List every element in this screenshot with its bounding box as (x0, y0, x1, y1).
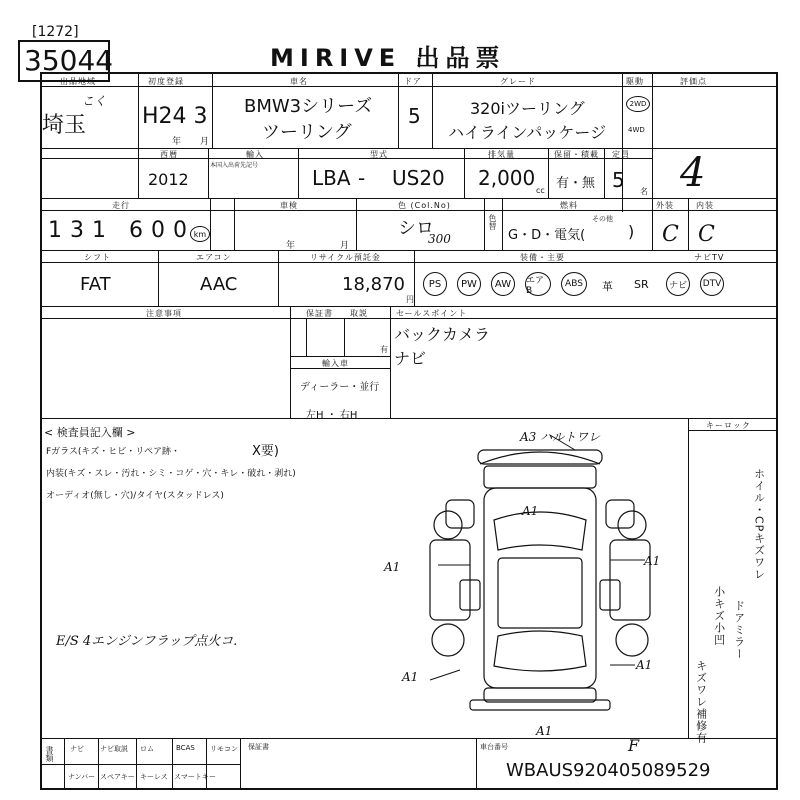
equip-aw: AW (491, 272, 515, 296)
label-import-car: 輸入車 (322, 359, 349, 368)
shift: FAT (80, 274, 111, 295)
equip-navi: ナビ (666, 272, 690, 296)
color: シロ (398, 218, 434, 239)
model-year: 2012 (148, 170, 189, 189)
inspection-title: < 検査員記入欄 > (44, 426, 136, 439)
engine-note: E/S 4エンジンフラップ点火コ. (56, 634, 238, 649)
equip-ps: PS (423, 272, 447, 296)
grade-line2: ハイラインパッケージ (448, 123, 607, 142)
label-warranty: 保証書 (306, 309, 333, 318)
label-region: 出品地域 (60, 77, 96, 86)
label-exterior: 外装 (656, 201, 674, 210)
label-seats: 定員 (612, 150, 630, 159)
fuel: G・D・電気( (508, 228, 586, 243)
chassis-f-mark: F (628, 736, 640, 755)
color-number: 300 (428, 232, 451, 246)
equip-airbag: エアB (525, 272, 551, 296)
ari-mark: 有 (380, 345, 388, 354)
footer-navi: ナビ (70, 745, 84, 753)
page-title: MIRIVE 出品票 (270, 44, 506, 72)
label-color: 色 (Col.No) (398, 201, 451, 210)
label-year: 西暦 (160, 150, 178, 159)
label-recycle: リサイクル預託金 (310, 253, 381, 262)
footer-remote: リモコン (210, 745, 238, 753)
label-equipment: 装備・主要 (520, 253, 565, 262)
equip-abs: ABS (561, 272, 587, 296)
label-first-reg: 初度登録 (148, 77, 184, 86)
label-notes: 注意事項 (146, 309, 182, 318)
label-manual: 取説 (350, 309, 368, 318)
label-grade: グレード (500, 77, 536, 86)
model-prefix: LBA (312, 166, 351, 190)
car-name-line2: ツーリング (262, 122, 352, 143)
label-fuel: 燃料 (560, 201, 578, 210)
mark-left: A1 (384, 560, 401, 574)
label-doors: ドア (404, 77, 422, 86)
dealer-type: ディーラー・並行 (300, 382, 380, 393)
seats: 5 (612, 168, 625, 192)
doors: 5 (408, 104, 421, 128)
label-model: 型式 (370, 150, 388, 159)
shaken-year: 年 (286, 241, 296, 251)
seats-unit: 名 (640, 187, 648, 196)
label-options: ナビTV (694, 253, 725, 262)
equip-sr: SR (634, 278, 649, 291)
mark-bottom: A1 (536, 724, 553, 738)
yen-unit: 円 (406, 295, 414, 304)
door-mirror-note: ドアミラー (732, 600, 746, 660)
wheel-note: ホイル・CPキズワレ (752, 468, 766, 581)
model-code: US20 (392, 166, 445, 190)
footer-navi-manual: ナビ取説 (100, 745, 128, 753)
sales-point-1: バックカメラ (394, 325, 491, 344)
label-score: 評価点 (680, 77, 707, 86)
lot-number: 35044 (24, 44, 114, 77)
year-unit: 年 (172, 137, 182, 147)
first-registration: H24 3 (142, 104, 208, 129)
label-displacement: 排気量 (488, 150, 515, 159)
label-points: セールスポイント (396, 309, 468, 318)
label-aircon: エアコン (196, 253, 232, 262)
footer-bcas: BCAS (176, 744, 195, 752)
footer-spare-key: スペアキー (100, 773, 135, 781)
label-shaken: 車検 (280, 201, 298, 210)
label-interior: 内装 (696, 201, 714, 210)
displacement: 2,000 (478, 166, 536, 190)
region: 埼玉 (42, 113, 87, 138)
footer-smart-key: スマートキー (174, 773, 216, 781)
chassis-number: WBAUS920405089529 (506, 760, 711, 781)
label-car-name: 車名 (290, 77, 308, 86)
repair-note: キズワレ補修有 (694, 660, 708, 744)
x-required: X要) (252, 444, 279, 459)
mileage-unit: km (190, 226, 210, 242)
score-value: 4 (680, 150, 706, 196)
grade-line1: 320iツーリング (470, 99, 585, 118)
exterior-grade: C (662, 222, 679, 247)
footer-rom: ロム (140, 745, 154, 753)
mark-rear-left: A1 (402, 670, 419, 684)
recycle-fee: 18,870 (342, 274, 405, 295)
mileage: 131 600 (48, 218, 195, 243)
label-drive: 駆動 (626, 77, 644, 86)
car-name-line1: BMW3シリーズ (244, 96, 373, 117)
chassis-label: 車台番号 (480, 743, 508, 751)
interior-line: 内装(キズ・スレ・汚れ・シミ・コゲ・穴・キレ・破れ・剥れ) (46, 469, 296, 479)
scratch-note: 小キズ小凹 (712, 586, 726, 646)
capacity: 有・無 (556, 176, 596, 191)
car-diagram (400, 430, 680, 730)
model-dash: - (358, 166, 366, 190)
label-mileage: 走行 (112, 201, 130, 210)
interior-grade: C (698, 222, 715, 247)
cc-unit: cc (536, 186, 545, 195)
mark-right: A1 (644, 554, 661, 568)
mark-roof: A1 (522, 504, 539, 518)
label-capacity: 保留・積載 (554, 150, 599, 159)
color-change: 色替 (488, 214, 497, 230)
mark-rear-right: A1 (636, 658, 653, 672)
f-glass-line: Fガラス(キズ・ヒビ・リペア跡・ (46, 447, 181, 457)
region-note: こく (82, 94, 107, 108)
lot-small: [1272] (32, 24, 79, 40)
label-import-note: 本国入出荷先記号 (210, 162, 259, 169)
footer-keyless: キーレス (140, 773, 168, 781)
label-shift: シフト (84, 253, 111, 262)
drive-2wd: 2WD (626, 96, 650, 112)
footer-docs: 書類 (45, 746, 54, 762)
sales-point-2: ナビ (394, 349, 427, 368)
handle-side: 左H ・ 右H (306, 410, 358, 421)
shaken-month: 月 (340, 241, 350, 251)
mark-front: A3 ハルトワレ (520, 430, 601, 444)
equip-leather: 革 (602, 280, 613, 293)
fuel-other: その他 (592, 215, 613, 223)
aircon: AAC (200, 274, 238, 295)
footer-warranty: 保証書 (248, 743, 269, 751)
audio-line: オーディオ(無し・穴)/タイヤ(スタッドレス) (46, 491, 224, 501)
equip-pw: PW (457, 272, 481, 296)
footer-number-plate: ナンバー (68, 773, 96, 781)
equip-dtv: DTV (700, 272, 724, 296)
label-key-lock: キーロック (706, 421, 751, 430)
label-import: 輸入 (246, 150, 264, 159)
fuel-close: ) (628, 222, 635, 241)
drive-4wd: 4WD (628, 126, 645, 134)
month-unit: 月 (200, 137, 210, 147)
